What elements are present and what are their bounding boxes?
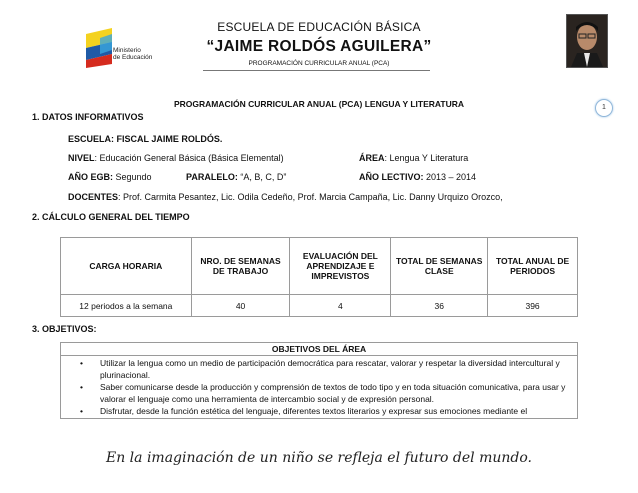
header-divider — [203, 70, 430, 71]
section2-heading: 2. CÁLCULO GENERAL DEL TIEMPO — [32, 212, 190, 222]
footer-quote: En la imaginación de un niño se refleja el futuro del mundo. — [105, 450, 532, 466]
objectives-table — [60, 342, 578, 419]
lectivo-line — [359, 172, 476, 182]
list-item — [62, 381, 572, 405]
section3-heading: 3. OBJETIVOS: — [32, 324, 97, 334]
area-label: ÁREA — [359, 153, 385, 163]
docentes-label: DOCENTES — [68, 192, 119, 202]
cell-semanas-trabajo: 40 — [191, 295, 290, 317]
header-carga-horaria: CARGA HORARIA — [61, 238, 192, 295]
header-total-periodos: TOTAL ANUAL DE PERIODOS — [488, 238, 578, 295]
objective-text: Saber comunicarse desde la producción y comprensión de textos de todo tipo y en toda situación comunicativa, para usar y valorar el lenguaje como una herramienta de intercambio social y de expresión personal. — [100, 382, 566, 404]
objectives-list — [62, 357, 576, 417]
area-value: : Lengua Y Literatura — [384, 153, 469, 163]
program-subtitle: PROGRAMACIÓN CURRICULAR ANUAL (PCA) — [248, 60, 390, 67]
section1-heading: 1. DATOS INFORMATIVOS — [32, 112, 144, 122]
paralelo-label: PARALELO: — [186, 172, 238, 182]
objective-text: Utilizar la lengua como un medio de participación democrática para rescatar, valorar y respetar la diversidad intercultural y plurinacional. — [100, 358, 560, 380]
nivel-label: NIVEL — [68, 153, 95, 163]
cell-carga-horaria: 12 periodos a la semana — [61, 295, 192, 317]
escuela-line: ESCUELA: FISCAL JAIME ROLDÓS. — [68, 134, 223, 144]
objectives-header: OBJETIVOS DEL ÁREA — [61, 343, 578, 356]
docentes-value: : Prof. Carmita Pesantez, Lic. Odila Cedeño, Prof. Marcia Campaña, Lic. Danny Urquizo Orozco, — [118, 192, 503, 202]
lectivo-value: 2013 – 2014 — [423, 172, 477, 182]
anio-line — [68, 172, 152, 182]
time-calculation-table — [60, 237, 578, 317]
header-semanas-trabajo: NRO. DE SEMANAS DE TRABAJO — [191, 238, 290, 295]
cell-semanas-clase: 36 — [391, 295, 488, 317]
bullet-icon: • — [80, 358, 83, 368]
header-semanas-clase: TOTAL DE SEMANAS CLASE — [391, 238, 488, 295]
page-number-badge: 1 — [595, 99, 613, 117]
objectives-list-cell — [61, 356, 578, 419]
logo-text-line1: Ministerio — [113, 47, 141, 54]
cell-evaluacion: 4 — [290, 295, 391, 317]
list-item — [62, 357, 572, 381]
area-line — [359, 153, 468, 163]
nivel-line — [68, 153, 284, 163]
school-type: ESCUELA DE EDUCACIÓN BÁSICA — [217, 20, 421, 34]
docentes-line — [68, 192, 503, 202]
lectivo-label: AÑO LECTIVO: — [359, 172, 424, 182]
paralelo-value: “A, B, C, D” — [237, 172, 287, 182]
list-item — [62, 405, 572, 417]
table-row — [61, 295, 578, 317]
header-evaluacion: EVALUACIÓN DEL APRENDIZAJE E IMPREVISTOS — [290, 238, 391, 295]
cell-total-periodos: 396 — [488, 295, 578, 317]
logo-text-line2: de Educación — [113, 54, 153, 61]
bullet-icon: • — [80, 406, 83, 416]
anio-value: Segundo — [113, 172, 152, 182]
nivel-value: : Educación General Básica (Básica Elemental) — [94, 153, 284, 163]
paralelo-line — [186, 172, 286, 182]
anio-label: AÑO EGB: — [68, 172, 113, 182]
school-name: “JAIME ROLDÓS AGUILERA” — [206, 38, 432, 55]
bullet-icon: • — [80, 382, 83, 392]
document-title: PROGRAMACIÓN CURRICULAR ANUAL (PCA) LENGUA Y LITERATURA — [173, 99, 465, 109]
portrait-photo — [566, 14, 608, 68]
objective-text: Disfrutar, desde la función estética del lenguaje, diferentes textos literarios y expresar sus emociones mediante el — [100, 406, 528, 416]
table-header-row — [61, 238, 578, 295]
